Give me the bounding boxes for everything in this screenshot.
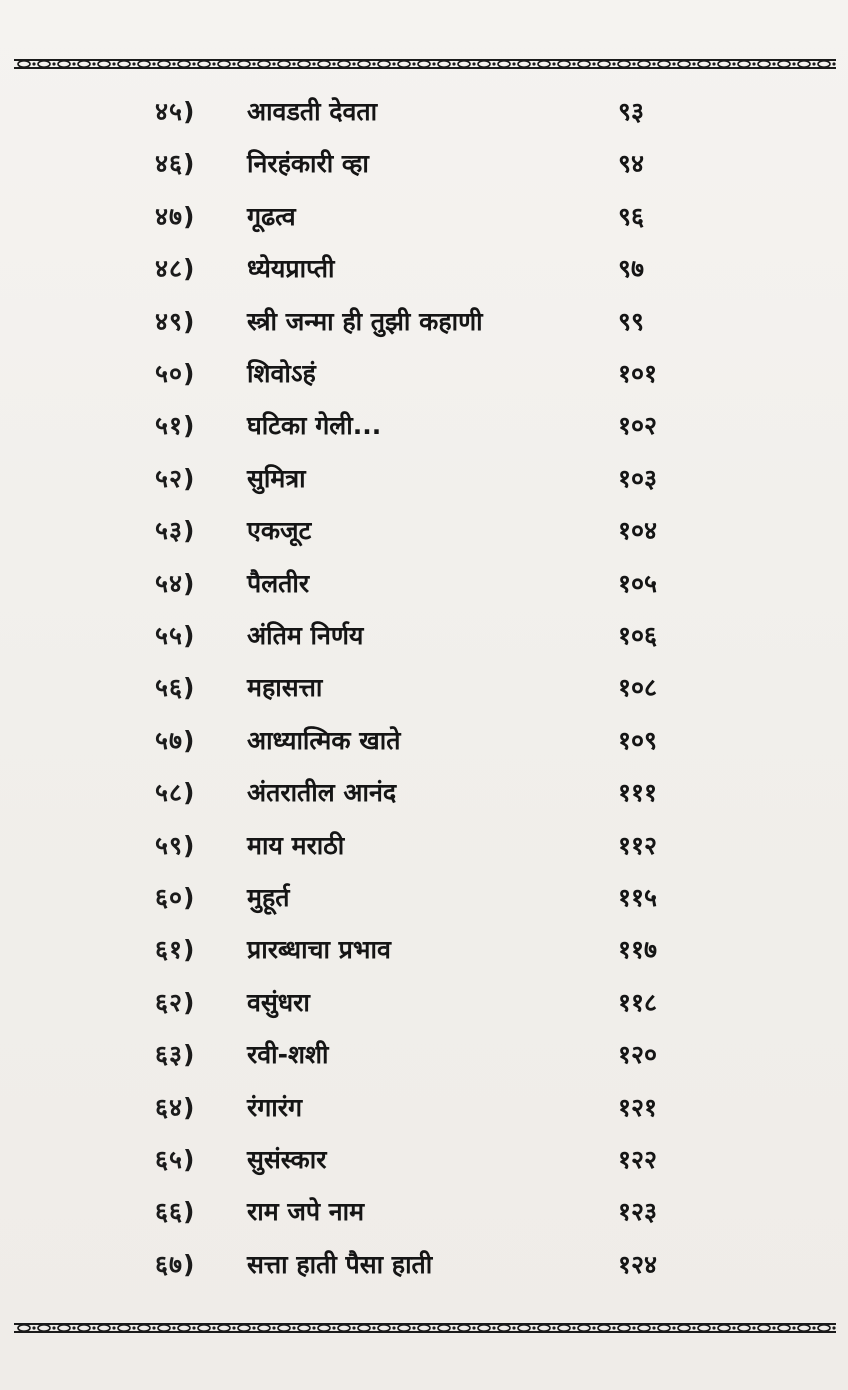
entry-page-number: ९६ (618, 201, 645, 231)
entry-title: निरहंकारी व्हा (247, 149, 369, 179)
entry-title: आध्यात्मिक खाते (247, 725, 401, 755)
entry-number: ५८) (155, 778, 196, 808)
toc-entry (0, 662, 848, 714)
entry-number: ५५) (155, 621, 196, 650)
toc-entry (0, 296, 848, 348)
entry-title: सुमित्रा (247, 463, 306, 493)
entry-title: रंगारंग (247, 1092, 303, 1122)
entry-number: ५६) (155, 673, 196, 703)
entry-number: ६३) (155, 1040, 196, 1070)
entry-page-number: १०४ (618, 516, 658, 546)
entry-number: ५०) (155, 359, 196, 388)
entry-page-number: १२० (618, 1040, 658, 1070)
entry-number: ५७) (155, 725, 196, 755)
entry-page-number: १०१ (618, 359, 658, 388)
entry-page-number: १०९ (618, 725, 658, 755)
toc-entry (0, 977, 848, 1029)
entry-title: अंतरातील आनंद (247, 778, 397, 808)
entry-title: पैलतीर (247, 568, 310, 598)
entry-number: ५२) (155, 463, 196, 493)
entry-page-number: १२४ (618, 1249, 658, 1279)
toc-entry (0, 872, 848, 924)
entry-title: मुहूर्त (247, 883, 290, 912)
entry-title: महासत्ता (247, 673, 323, 703)
entry-number: ४५) (155, 97, 196, 126)
entry-number: ६६) (155, 1197, 196, 1227)
entry-number: ६२) (155, 987, 196, 1017)
entry-title: अंतिम निर्णय (247, 621, 364, 650)
entry-number: ५९) (155, 830, 196, 860)
entry-page-number: ११८ (618, 987, 658, 1017)
toc-entry (0, 1239, 848, 1291)
entry-number: ६०) (155, 883, 196, 912)
toc-entry (0, 767, 848, 819)
entry-title: शिवोऽहं (247, 359, 316, 388)
entry-number: ४६) (155, 149, 196, 179)
entry-page-number: ९३ (618, 97, 645, 126)
entry-page-number: १०८ (618, 673, 658, 703)
entry-page-number: १०६ (618, 621, 658, 650)
entry-page-number: १०३ (618, 463, 658, 493)
entry-title: ध्येयप्राप्ती (247, 254, 335, 284)
toc-entry (0, 820, 848, 872)
entry-number: ६५) (155, 1145, 196, 1174)
entry-title: सुसंस्कार (247, 1145, 327, 1174)
entry-page-number: १२२ (618, 1145, 658, 1174)
bottom-ornamental-border (14, 1322, 836, 1334)
entry-number: ४८) (155, 254, 196, 284)
toc-entry (0, 1082, 848, 1134)
entry-page-number: १२१ (618, 1092, 658, 1122)
entry-page-number: ९४ (618, 149, 645, 179)
toc-entry (0, 558, 848, 610)
entry-page-number: १०२ (618, 411, 658, 441)
toc-entry (0, 138, 848, 190)
top-ornamental-border (14, 58, 836, 70)
entry-number: ४९) (155, 306, 196, 336)
entry-page-number: १११ (618, 778, 658, 808)
entry-page-number: ९९ (618, 306, 645, 336)
toc-entry (0, 243, 848, 295)
entry-page-number: ११५ (618, 883, 658, 912)
toc-entry (0, 400, 848, 452)
entry-page-number: ९७ (618, 254, 645, 284)
toc-entry (0, 1134, 848, 1186)
entry-page-number: ११२ (618, 830, 658, 860)
entry-title: आवडती देवता (247, 97, 378, 126)
entry-number: ६१) (155, 935, 196, 965)
entry-title: एकजूट (247, 516, 312, 546)
entry-title: माय मराठी (247, 830, 345, 860)
entry-number: ५४) (155, 568, 196, 598)
entry-title: राम जपे नाम (247, 1197, 365, 1227)
entry-title: सत्ता हाती पैसा हाती (247, 1249, 433, 1279)
toc-entry (0, 191, 848, 243)
entry-number: ६४) (155, 1092, 196, 1122)
entry-page-number: १२३ (618, 1197, 658, 1227)
entry-title: वसुंधरा (247, 987, 310, 1017)
entry-page-number: ११७ (618, 935, 658, 965)
toc-entry (0, 1029, 848, 1081)
entry-title: स्त्री जन्मा ही तुझी कहाणी (247, 306, 483, 336)
entry-number: ५३) (155, 516, 196, 546)
entry-title: प्रारब्धाचा प्रभाव (247, 935, 391, 965)
entry-number: ६७) (155, 1249, 196, 1279)
toc-entry (0, 1186, 848, 1238)
toc-entry (0, 348, 848, 400)
toc-entry (0, 715, 848, 767)
toc-entry (0, 86, 848, 138)
toc-entry (0, 610, 848, 662)
toc-entry (0, 453, 848, 505)
entry-title: रवी-शशी (247, 1040, 329, 1070)
entry-number: ४७) (155, 201, 196, 231)
entry-page-number: १०५ (618, 568, 658, 598)
entry-title: घटिका गेली... (247, 411, 382, 441)
entry-title: गूढत्व (247, 201, 296, 231)
toc-entry (0, 924, 848, 976)
entry-number: ५१) (155, 411, 196, 441)
toc-entry (0, 505, 848, 557)
